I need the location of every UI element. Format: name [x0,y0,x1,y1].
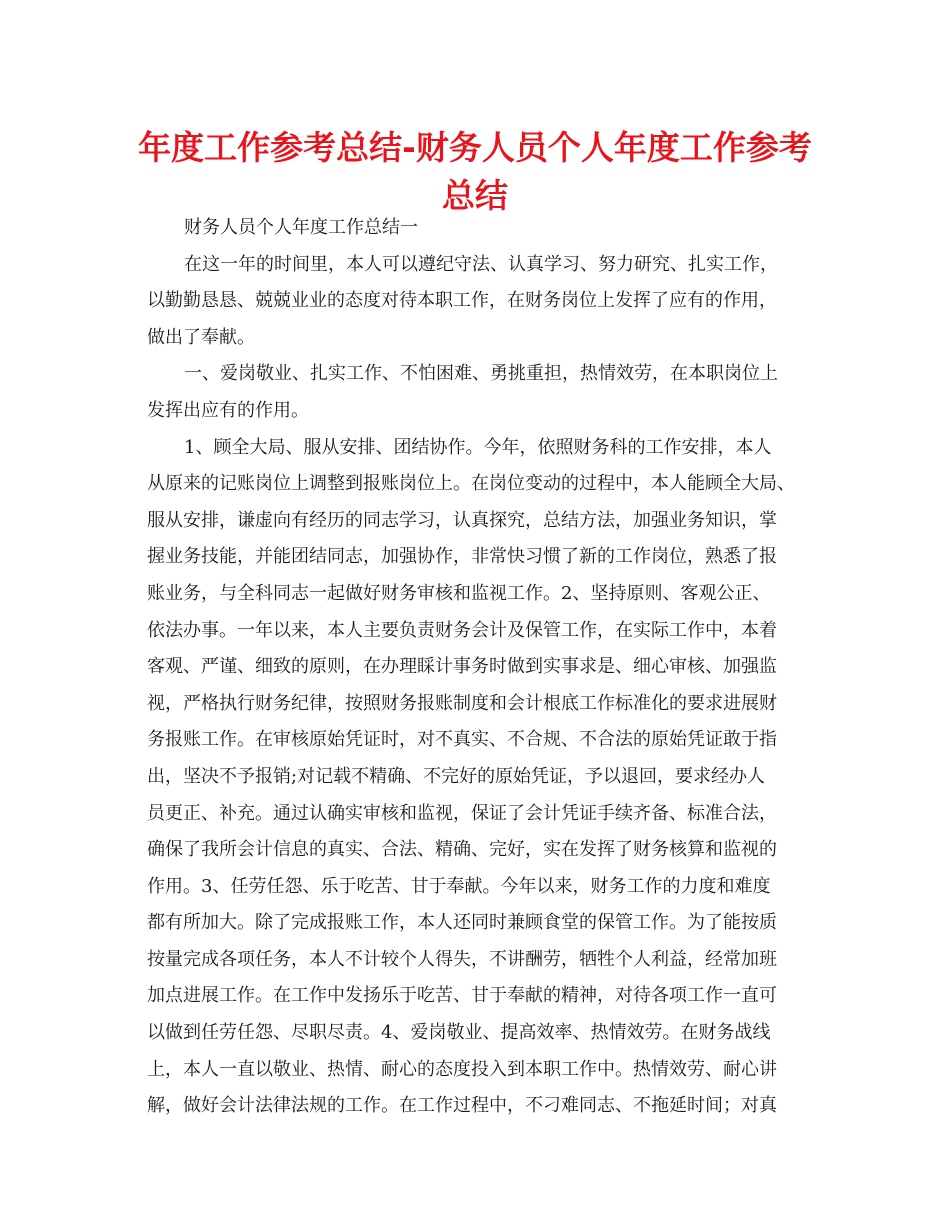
document-body [147,210,812,1125]
text-line: 加点进展工作。在工作中发扬乐于吃苦、甘于奉献的精神，对待各项工作一直可 [147,985,777,1007]
paragraph [147,430,812,1125]
text-line: 上，本人一直以敬业、热情、耐心的态度投入到本职工作中。热情效劳、耐心讲 [147,1058,777,1080]
text-line: 在这一年的时间里，本人可以遵纪守法、认真学习、努力研究、扎实工作， [184,253,778,275]
text-line: 务报账工作。在审核原始凭证时，对不真实、不合规、不合法的原始凭证敢于指 [147,729,777,751]
text-line: 客观、严谨、细致的原则，在办理睬计事务时做到实事求是、细心审核、加强监 [147,656,777,678]
text-line: 依法办事。一年以来，本人主要负责财务会计及保管工作，在实际工作中，本着 [147,619,777,641]
text-line: 财务人员个人年度工作总结一 [184,217,418,238]
text-line: 做出了奉献。 [147,326,255,348]
text-line: 1、顾全大局、服从安排、团结协作。今年，依照财务科的工作安排，本人 [184,436,772,458]
text-line: 确保了我所会计信息的真实、合法、精确、完好，实在发挥了财务核算和监视的 [147,839,777,861]
text-line: 以做到任劳任怨、尽职尽责。4、爱岗敬业、提高效率、热情效劳。在财务战线 [147,1022,771,1044]
text-line: 以勤勤恳恳、兢兢业业的态度对待本职工作，在财务岗位上发挥了应有的作用， [147,290,777,312]
text-line: 作用。3、任劳任怨、乐于吃苦、甘于奉献。今年以来，财务工作的力度和难度 [147,875,771,897]
text-line: 从原来的记账岗位上调整到报账岗位上。在岗位变动的过程中，本人能顾全大局、 [147,473,795,495]
paragraph [147,356,812,429]
text-line: 握业务技能，并能团结同志，加强协作，非常快习惯了新的工作岗位，熟悉了报 [147,546,777,568]
text-line: 服从安排，谦虚向有经历的同志学习，认真探究，总结方法，加强业务知识，掌 [147,509,777,531]
text-line: 解，做好会计法律法规的工作。在工作过程中，不刁难同志、不拖延时间；对真 [147,1095,777,1117]
title-line: 总结 [442,176,508,215]
text-line: 按量完成各项任务，本人不计较个人得失，不讲酬劳，牺牲个人利益，经常加班 [147,948,777,970]
paragraph [147,247,812,357]
text-line: 一、爱岗敬业、扎实工作、不怕困难、勇挑重担，热情效劳，在本职岗位上 [184,363,778,385]
title-line: 年度工作参考总结-财务人员个人年度工作参考 [138,128,812,167]
text-line: 发挥出应有的作用。 [147,399,309,421]
paragraph [147,210,812,247]
text-line: 视，严格执行财务纪律，按照财务报账制度和会计根底工作标准化的要求进展财 [147,692,777,714]
text-line: 都有所加大。除了完成报账工作，本人还同时兼顾食堂的保管工作。为了能按质 [147,912,777,934]
text-line: 出，坚决不予报销;对记载不精确、不完好的原始凭证，予以退回，要求经办人 [147,765,766,787]
document-title [100,124,850,220]
text-line: 账业务，与全科同志一起做好财务审核和监视工作。2、坚持原则、客观公正、 [147,582,771,604]
text-line: 员更正、补充。通过认确实审核和监视，保证了会计凭证手续齐备、标准合法， [147,802,777,824]
